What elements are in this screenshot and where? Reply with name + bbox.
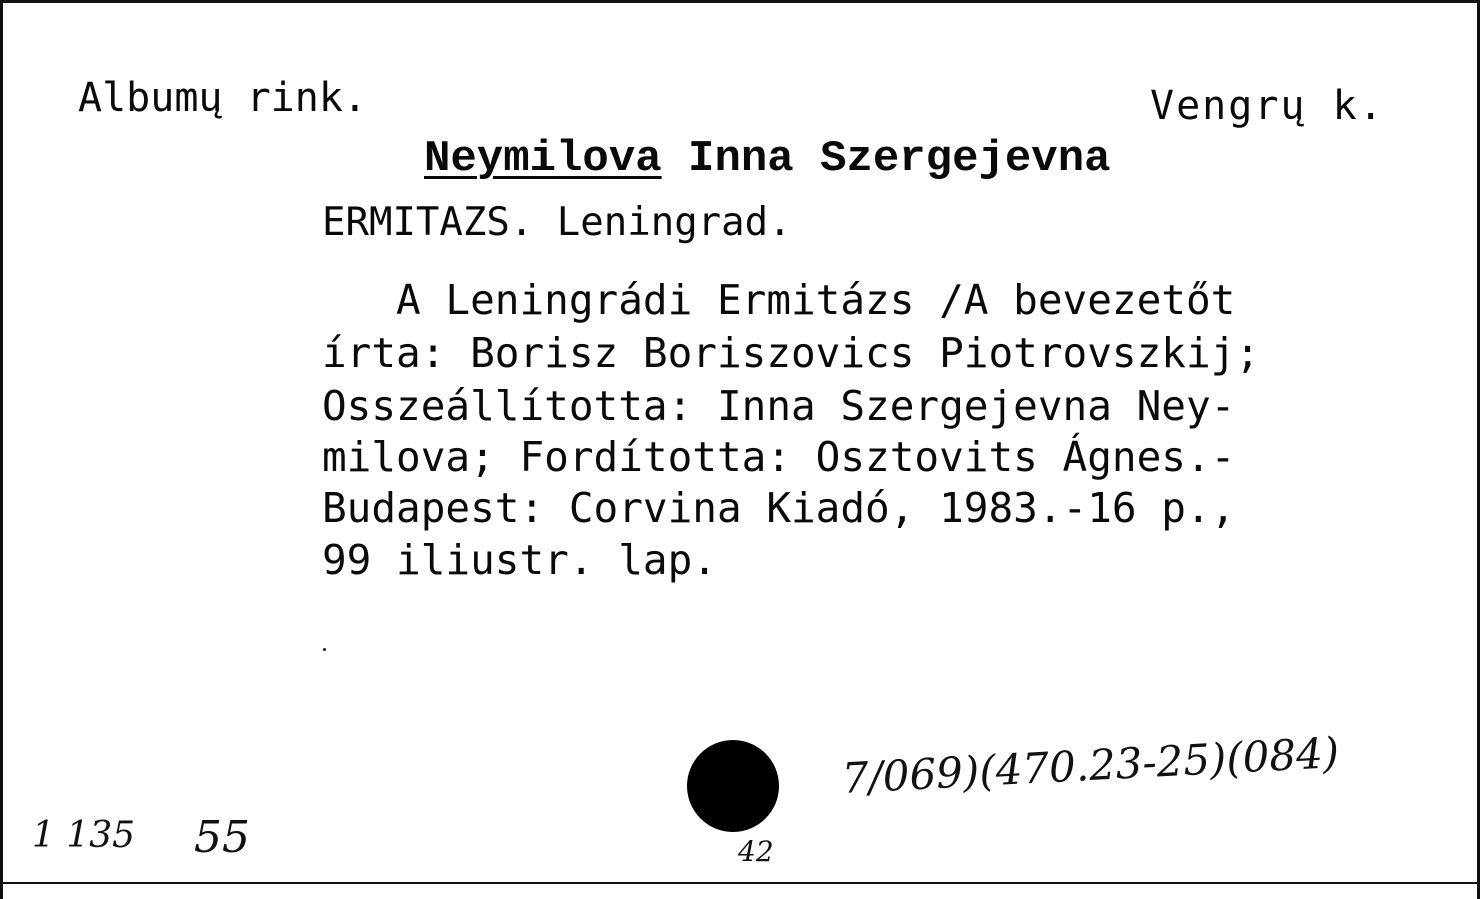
card-bottom-edge (0, 882, 1480, 884)
classification-number: 7/069)(470.23-25)(084) (840, 727, 1341, 803)
body-line: Osszeállította: Inna Szergejevna Ney- (322, 382, 1236, 430)
handwritten-page-mark: 42 (738, 835, 774, 868)
punch-hole (687, 740, 779, 832)
author-heading (424, 134, 1111, 184)
body-line: 99 iliustr. lap. (322, 536, 717, 584)
body-line: A Leningrádi Ermitázs /A bevezetőt (322, 276, 1236, 324)
handwritten-count: 55 (194, 812, 250, 863)
language-label: Vengrų k. (1150, 83, 1385, 129)
handwritten-inventory-number: 1 135 (32, 815, 136, 856)
body-line: milova; Fordította: Osztovits Ágnes.- (322, 433, 1236, 481)
author-given-names: Inna Szergejevna (661, 134, 1111, 184)
body-line: írta: Borisz Boriszovics Piotrovszkij; (322, 329, 1260, 377)
author-surname: Neymilova (424, 134, 662, 184)
body-line: Budapest: Corvina Kiadó, 1983.-16 p., (322, 484, 1236, 532)
collection-label: Albumų rink. (78, 75, 367, 121)
ink-speck (323, 648, 326, 651)
subject-heading: ERMITAZS. Leningrad. (322, 200, 792, 245)
